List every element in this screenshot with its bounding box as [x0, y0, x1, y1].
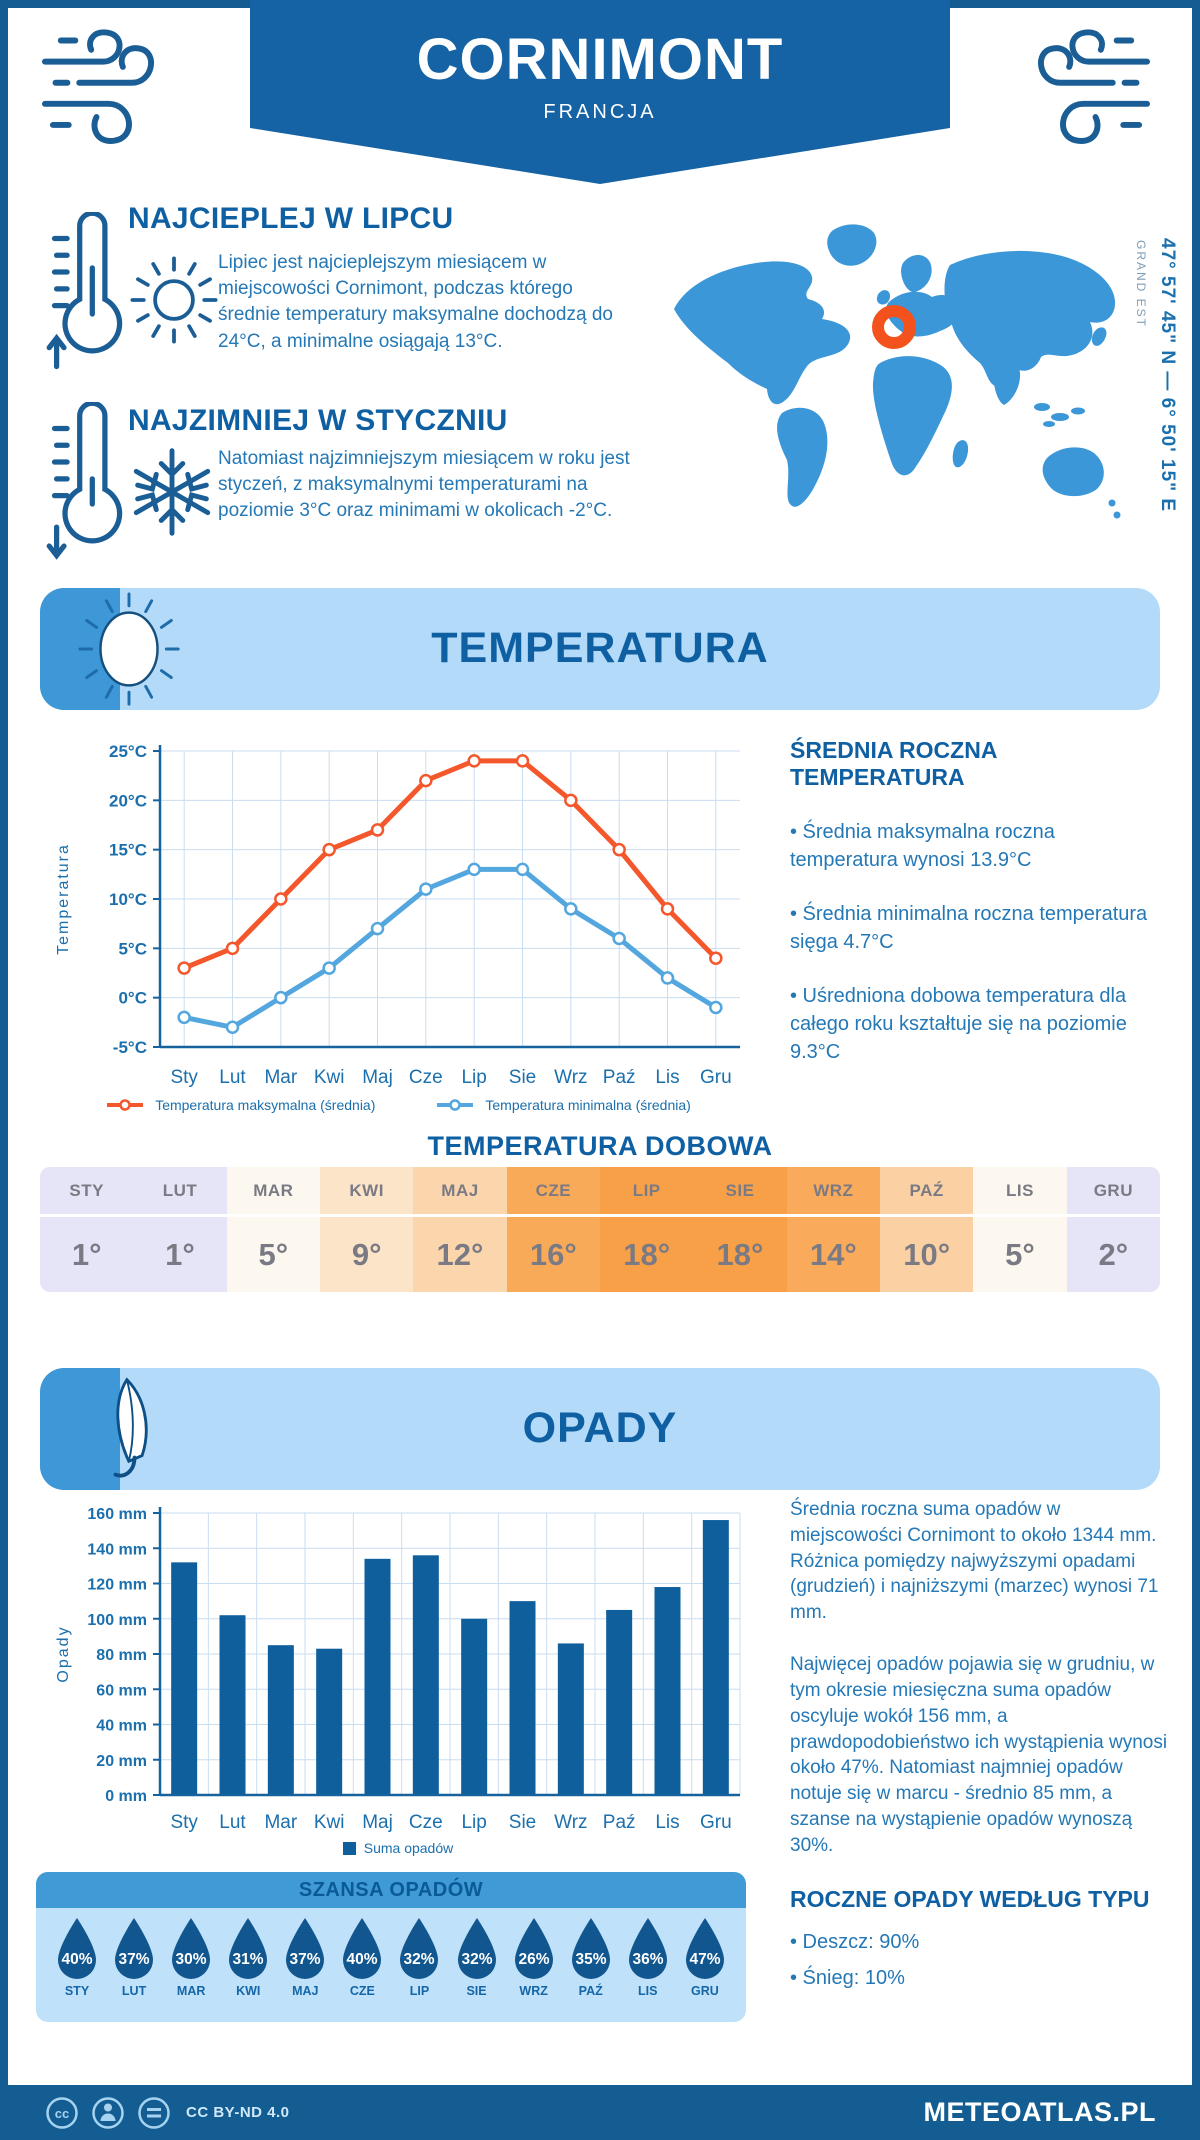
precip-type-bullet: • Deszcz: 90%	[790, 1931, 920, 1953]
svg-text:80 mm: 80 mm	[96, 1647, 147, 1664]
droplet-month-label: KWI	[236, 1984, 261, 1998]
svg-text:0 mm: 0 mm	[105, 1788, 147, 1805]
droplet-icon	[682, 1916, 728, 1982]
droplet-month-label: LIP	[409, 1984, 430, 1998]
wind-icon	[1010, 22, 1160, 154]
svg-text:Paź: Paź	[602, 1812, 636, 1833]
wind-icon	[32, 22, 182, 154]
coldest-text: Natomiast najzimniejszym miesiącem w roku jest styczeń, z maksymalnymi temperaturami na poziomie 3°C oraz minimami w okolicach -2°C.	[218, 448, 630, 522]
sun-icon	[122, 248, 226, 352]
table-month-header: LIP	[600, 1167, 693, 1217]
droplet-icon	[625, 1916, 671, 1982]
svg-text:Sie: Sie	[508, 1067, 537, 1088]
temperature-summary	[790, 737, 1168, 1093]
svg-text:Kwi: Kwi	[313, 1812, 345, 1833]
min-series-legend-marker	[435, 1097, 475, 1113]
svg-text:Lut: Lut	[219, 1067, 246, 1088]
header-banner	[250, 0, 950, 128]
svg-text:100 mm: 100 mm	[87, 1611, 147, 1629]
svg-text:37%: 37%	[118, 1951, 150, 1968]
table-temperature-value: 1°	[133, 1217, 226, 1292]
svg-text:40%: 40%	[346, 1951, 378, 1968]
table-temperature-value: 12°	[413, 1217, 506, 1292]
precipitation-summary	[790, 1497, 1172, 1885]
precip-chance-panel	[36, 1872, 746, 2022]
droplet-icon	[54, 1916, 100, 1982]
warmest-title: NAJCIEPLEJ W LIPCU	[128, 202, 454, 235]
precip-chance-droplet	[335, 1916, 389, 1998]
table-temperature-value: 5°	[973, 1217, 1066, 1292]
svg-text:20°C: 20°C	[109, 791, 147, 811]
droplet-icon	[282, 1916, 328, 1982]
precipitation-section-title: OPADY	[522, 1404, 678, 1452]
droplet-icon	[454, 1916, 500, 1982]
svg-text:Sty: Sty	[170, 1067, 198, 1088]
daily-temperature-table	[40, 1167, 1160, 1292]
svg-text:-5°C: -5°C	[112, 1038, 147, 1057]
table-temperature-value: 5°	[227, 1217, 320, 1292]
droplet-month-label: LUT	[121, 1984, 147, 1998]
footer	[0, 2085, 1200, 2140]
precip-chance-droplets	[36, 1908, 746, 1998]
svg-text:Wrz: Wrz	[554, 1812, 588, 1833]
svg-text:15°C: 15°C	[109, 840, 147, 860]
precipitation-legend-label: Suma opadów	[343, 1840, 454, 1856]
svg-text:31%: 31%	[232, 1951, 264, 1968]
precipitation-chart-legend	[48, 1840, 748, 1856]
svg-text:cc: cc	[54, 2105, 70, 2121]
table-month-header: CZE	[507, 1167, 600, 1217]
droplet-month-label: LIS	[638, 1984, 658, 1998]
svg-text:30%: 30%	[175, 1951, 207, 1968]
precip-type-title: ROCZNE OPADY WEDŁUG TYPU	[790, 1886, 1150, 1912]
precip-chance-droplet	[450, 1916, 504, 1998]
svg-text:40%: 40%	[61, 1951, 93, 1968]
svg-text:20 mm: 20 mm	[96, 1752, 147, 1770]
page-title: CORNIMONT	[416, 27, 784, 92]
precip-type-block	[790, 1886, 1172, 1993]
table-month-header: WRZ	[787, 1167, 880, 1217]
svg-text:40 mm: 40 mm	[96, 1717, 147, 1735]
table-month-header: LIS	[973, 1167, 1066, 1217]
precip-chance-droplet	[564, 1916, 618, 1998]
table-month-header: PAŹ	[880, 1167, 973, 1217]
droplet-month-label: MAJ	[292, 1984, 319, 1998]
cc-license-icons	[44, 2095, 172, 2131]
droplet-icon	[568, 1916, 614, 1982]
precip-chance-droplet	[164, 1916, 218, 1998]
table-month-header: MAR	[227, 1167, 320, 1217]
precip-chance-droplet	[507, 1916, 561, 1998]
svg-text:36%: 36%	[632, 1951, 664, 1968]
svg-text:Gru: Gru	[699, 1067, 732, 1088]
table-temperature-value: 9°	[320, 1217, 413, 1292]
table-month-header: MAJ	[413, 1167, 506, 1217]
svg-text:Wrz: Wrz	[554, 1067, 588, 1088]
daily-temperature-title: TEMPERATURA DOBOWA	[427, 1131, 773, 1161]
precipitation-bar-chart	[48, 1495, 748, 1845]
precip-chance-title: SZANSA OPADÓW	[36, 1872, 746, 1908]
svg-text:35%: 35%	[575, 1951, 607, 1968]
table-month-header: GRU	[1067, 1167, 1160, 1217]
page-subtitle: FRANCJA	[543, 101, 657, 123]
precip-chance-droplet	[392, 1916, 446, 1998]
precipitation-paragraph: Średnia roczna suma opadów w miejscowości Cornimont to około 1344 mm. Różnica pomiędzy najwyższymi opadami (grudzień) i najniższymi (marzec) wynosi 71 mm.	[790, 1499, 1159, 1624]
droplet-month-label: CZE	[349, 1984, 375, 1998]
droplet-icon	[168, 1916, 214, 1982]
svg-text:Maj: Maj	[362, 1067, 393, 1088]
min-series-legend-label: Temperatura minimalna (średnia)	[485, 1097, 691, 1113]
droplet-icon	[396, 1916, 442, 1982]
svg-text:Lip: Lip	[461, 1812, 487, 1833]
temperature-section-title: TEMPERATURA	[431, 624, 769, 672]
svg-text:32%: 32%	[403, 1951, 435, 1968]
region-label: GRAND EST	[1134, 240, 1148, 329]
table-month-header: STY	[40, 1167, 133, 1217]
svg-text:160 mm: 160 mm	[87, 1506, 147, 1523]
svg-text:Gru: Gru	[699, 1812, 732, 1833]
svg-text:60 mm: 60 mm	[96, 1682, 147, 1700]
droplet-month-label: WRZ	[519, 1984, 548, 1998]
precip-type-bullet: • Śnieg: 10%	[790, 1967, 905, 1989]
svg-text:120 mm: 120 mm	[87, 1576, 147, 1594]
temperature-bullet: • Uśredniona dobowa temperatura dla całego roku kształtuje się na poziomie 9.3°C	[790, 985, 1127, 1063]
svg-text:37%: 37%	[289, 1951, 321, 1968]
thermometer-high-icon	[44, 212, 128, 372]
svg-text:25°C: 25°C	[109, 742, 147, 761]
brand-label: METEOATLAS.PL	[923, 2097, 1156, 2127]
license-label: CC BY-ND 4.0	[186, 2104, 290, 2121]
table-temperature-value: 14°	[787, 1217, 880, 1292]
max-series-legend-label: Temperatura maksymalna (średnia)	[155, 1097, 376, 1113]
temperature-section-banner	[40, 588, 1160, 710]
svg-text:26%: 26%	[518, 1951, 550, 1968]
temperature-bullet: • Średnia maksymalna roczna temperatura wynosi 13.9°C	[790, 821, 1055, 871]
temperature-summary-title: ŚREDNIA ROCZNA TEMPERATURA	[790, 737, 997, 790]
droplet-month-label: STY	[64, 1984, 90, 1998]
droplet-month-label: SIE	[466, 1984, 487, 1998]
table-month-header: KWI	[320, 1167, 413, 1217]
temperature-bullet: • Średnia minimalna roczna temperatura sięga 4.7°C	[790, 903, 1148, 953]
table-temperature-value: 2°	[1067, 1217, 1160, 1292]
table-temperature-value: 18°	[600, 1217, 693, 1292]
table-month-header: LUT	[133, 1167, 226, 1217]
svg-text:Maj: Maj	[362, 1812, 393, 1833]
svg-text:Cze: Cze	[408, 1812, 443, 1833]
svg-text:Lip: Lip	[461, 1067, 487, 1088]
svg-text:Temperatura: Temperatura	[55, 843, 72, 955]
droplet-icon	[339, 1916, 385, 1982]
precip-chance-droplet	[107, 1916, 161, 1998]
droplet-month-label: GRU	[690, 1984, 719, 1998]
cc-by-person-icon	[90, 2095, 126, 2131]
svg-text:Opady: Opady	[55, 1625, 72, 1683]
svg-text:Paź: Paź	[602, 1067, 636, 1088]
world-map	[660, 205, 1130, 545]
location-marker	[878, 311, 910, 343]
thermometer-low-icon	[44, 402, 128, 562]
droplet-month-label: PAŹ	[578, 1984, 603, 1998]
snowflake-icon	[118, 438, 226, 546]
svg-text:Lis: Lis	[655, 1067, 680, 1088]
precip-chance-droplet	[621, 1916, 675, 1998]
table-temperature-value: 16°	[507, 1217, 600, 1292]
svg-text:Kwi: Kwi	[313, 1067, 345, 1088]
droplet-icon	[511, 1916, 557, 1982]
svg-text:47%: 47%	[689, 1951, 721, 1968]
temperature-chart-legend	[48, 1097, 748, 1113]
svg-text:0°C: 0°C	[118, 988, 147, 1008]
precipitation-paragraph: Najwięcej opadów pojawia się w grudniu, w tym okresie miesięczna suma opadów oscyluje wokół 156 mm, a prawdopodobieństwo ich wystąpienia wynosi około 47%. Natomiast najmniej opadów notuje się w marcu - średnio 85 mm, a szanse na wystąpienie opadów wynoszą 30%.	[790, 1654, 1168, 1856]
frame-right	[1192, 0, 1200, 2140]
precipitation-section-banner	[40, 1368, 1160, 1490]
svg-text:Lis: Lis	[655, 1812, 680, 1833]
svg-text:Mar: Mar	[264, 1067, 298, 1088]
precip-chance-droplet	[678, 1916, 732, 1998]
cc-nd-equals-icon	[136, 2095, 172, 2131]
frame-left	[0, 0, 8, 2140]
svg-text:Sty: Sty	[170, 1812, 198, 1833]
table-temperature-value: 10°	[880, 1217, 973, 1292]
droplet-icon	[111, 1916, 157, 1982]
svg-text:Cze: Cze	[408, 1067, 443, 1088]
warmest-text: Lipiec jest najcieplejszym miesiącem w miejscowości Cornimont, podczas którego średnie temperatury maksymalne dochodzą do 24°C, a minimalne osiągają 13°C.	[218, 252, 613, 352]
svg-text:140 mm: 140 mm	[87, 1541, 147, 1559]
svg-text:5°C: 5°C	[118, 939, 147, 959]
svg-text:10°C: 10°C	[109, 890, 147, 909]
svg-text:Lut: Lut	[219, 1812, 246, 1833]
max-series-legend-marker	[105, 1097, 145, 1113]
droplet-month-label: MAR	[176, 1984, 206, 1998]
table-month-header: SIE	[693, 1167, 786, 1217]
droplet-icon	[225, 1916, 271, 1982]
bar-legend-marker	[343, 1842, 356, 1855]
precip-chance-droplet	[278, 1916, 332, 1998]
temperature-line-chart	[48, 735, 748, 1100]
svg-text:Mar: Mar	[264, 1812, 298, 1833]
svg-text:32%: 32%	[461, 1951, 493, 1968]
precip-chance-droplet	[221, 1916, 275, 1998]
coldest-title: NAJZIMNIEJ W STYCZNIU	[128, 404, 508, 437]
header-banner-point	[250, 128, 950, 184]
precip-chance-droplet	[50, 1916, 104, 1998]
table-temperature-value: 1°	[40, 1217, 133, 1292]
coordinates-label: 47° 57' 45" N — 6° 50' 15" E	[1157, 238, 1178, 513]
svg-text:Sie: Sie	[508, 1812, 537, 1833]
table-temperature-value: 18°	[693, 1217, 786, 1292]
cc-icon	[44, 2095, 80, 2131]
